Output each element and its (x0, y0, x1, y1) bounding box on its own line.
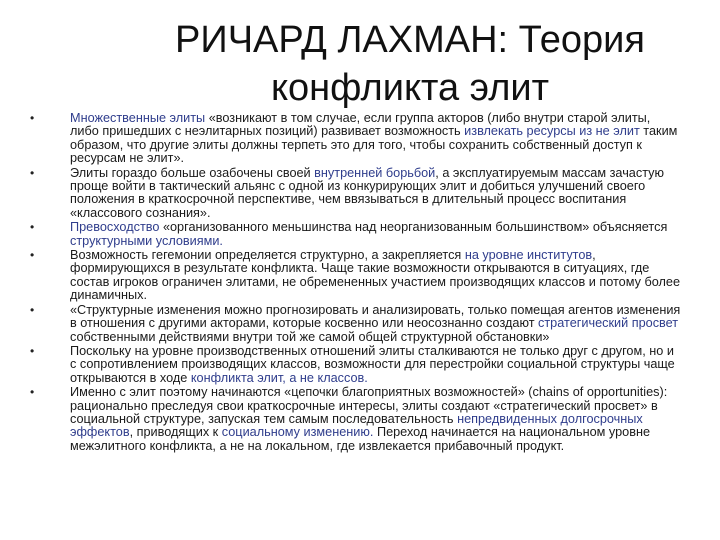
highlighted-term: структурными условиями. (70, 233, 223, 248)
highlighted-term: на уровне институтов (464, 248, 593, 263)
bullet-text: , формирующихся в результате конфликта. Чаще такие возможности открываются в ситуациях, где состав игроков ограничен элитами, не обремененных участием производящих классов и потому более динамичных. (70, 248, 681, 303)
bullet-item (22, 386, 682, 453)
bullet-dot-icon: • (30, 248, 35, 263)
bullet-dot-icon: • (30, 220, 35, 235)
highlighted-term: Множественные элиты (70, 111, 206, 125)
highlighted-term: социальному изменению. (221, 425, 374, 440)
title-line-2: конфликта элит (270, 67, 550, 109)
bullet-text: , а эксплуатируемым массам зачастую проще войти в тактический альянс с одной из конкурирующих элит и добиться улучшений своего положения в краткосрочной перспективе, чем ввязываться в длительный процесс воспитания «классового сознания». (70, 165, 665, 220)
bullet-list (22, 112, 682, 454)
title-line-1: РИЧАРД ЛАХМАН: Теория (175, 19, 645, 61)
bullet-text: Именно с элит поэтому начинаются «цепочки благоприятных возможностей» (chains of opportunities): рационально преследуя свои краткосрочные интересы, элиты создают «стратегический просвет» в социальной структуре, запуская тем самым последовательность (70, 385, 668, 426)
bullet-item (22, 304, 682, 344)
highlighted-term: внутренней борьбой (314, 165, 436, 180)
highlighted-term: конфликта элит, а не классов. (190, 370, 368, 385)
bullet-item (22, 221, 682, 248)
bullet-text: Элиты гораздо больше озабочены своей (70, 165, 315, 180)
bullet-text: «организованного меньшинства над неорганизованным большинством» объясняется (159, 220, 668, 235)
highlighted-term: извлекать ресурсы из не элит (464, 124, 640, 139)
highlighted-term: непредвиденных долгосрочных эффектов (70, 411, 643, 440)
bullet-text: «возникают в том случае, если группа акторов (либо внутри старой элиты, либо пришедших с неэлитарных позиций) развивает возможность (70, 111, 651, 139)
bullet-text: «Структурные изменения можно прогнозировать и анализировать, только помещая агентов изменения в отношения с другими акторами, которые косвенно или неосознанно создают (70, 302, 681, 331)
bullet-text: собственными действиями внутри той же самой общей структурной обстановки» (70, 329, 550, 344)
bullet-text: таким образом, что другие элиты должны терпеть это для того, чтобы сохранить собственный доступ к ресурсам не элит». (70, 124, 678, 166)
bullet-item (22, 112, 682, 166)
slide-title (150, 16, 670, 112)
bullet-dot-icon: • (30, 343, 35, 358)
bullet-dot-icon: • (30, 302, 35, 317)
bullet-item (22, 249, 682, 303)
bullet-text: Переход начинается на национальном уровне межэлитного конфликта, а не на локальном, где извлекается прибавочный продукт. (70, 425, 651, 453)
bullet-text: Возможность гегемонии определяется структурно, а закрепляется (70, 248, 465, 263)
bullet-text: Поскольку на уровне производственных отношений элиты сталкиваются не только друг с другом, но и с сопротивлением производящих классов, возможности для перестройки социальной структуры чаще открываются в ходе (70, 343, 675, 385)
bullet-dot-icon: • (30, 165, 35, 180)
bullet-text: , приводящих к (129, 425, 222, 440)
bullet-dot-icon: • (30, 385, 35, 400)
highlighted-term: стратегический просвет (538, 316, 679, 331)
bullet-dot-icon: • (30, 111, 35, 125)
bullet-item (22, 345, 682, 385)
bullet-item (22, 167, 682, 221)
highlighted-term: Превосходство (70, 220, 160, 235)
